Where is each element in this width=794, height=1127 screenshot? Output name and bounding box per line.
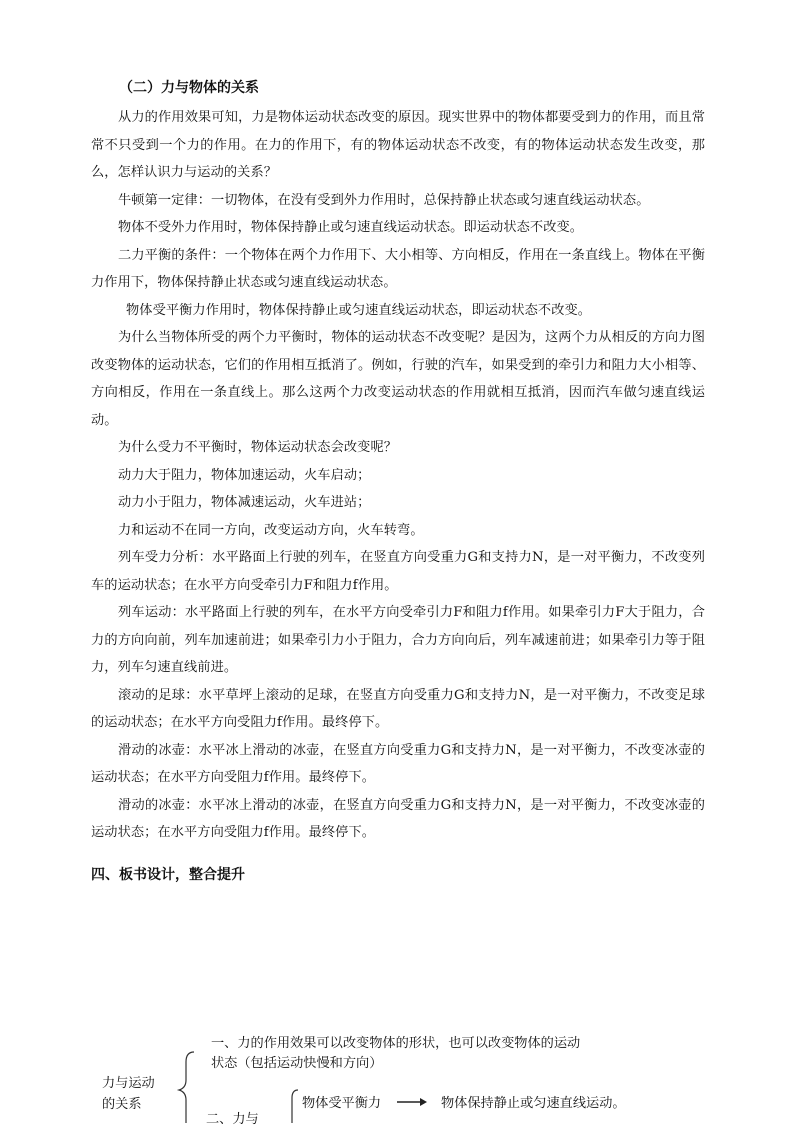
paragraph: 物体不受外力作用时，物体保持静止或匀速直线运动状态。即运动状态不改变。 bbox=[118, 220, 584, 235]
paragraph: 列车运动：水平路面上行驶的列车，在水平方向受牵引力F和阻力f作用。如果牵引力F大于阻力，合力的方向向前，列车加速前进；如果牵引力小于阻力，合力方向向后，列车减速前进；如果牵引力等于阻力，列车匀速直线前进。 bbox=[91, 605, 705, 675]
board-sub1-right: 物体保持静止或匀速直线运动。 bbox=[441, 1096, 626, 1111]
board-item1-line1: 一、力的作用效果可以改变物体的形状，也可以改变物体的运动 bbox=[211, 1036, 581, 1051]
board-sub1-left: 物体受平衡力 bbox=[302, 1096, 382, 1111]
sub-brace-icon bbox=[286, 1088, 300, 1123]
section-heading: （二）力与物体的关系 bbox=[119, 80, 259, 96]
board-item1-line2: 状态（包括运动快慢和方向） bbox=[211, 1056, 383, 1071]
section-title: 四、板书设计，整合提升 bbox=[91, 867, 245, 883]
paragraph: 二力平衡的条件：一个物体在两个力作用下、大小相等、方向相反，作用在一条直线上。物体在平衡力作用下，物体保持静止状态或匀速直线运动状态。 bbox=[91, 247, 705, 290]
board-item2: 二、力与 bbox=[206, 1112, 259, 1127]
paragraph: 动力大于阻力，物体加速运动，火车启动； bbox=[118, 467, 371, 483]
body-content bbox=[91, 78, 705, 847]
paragraph: 物体受平衡力作用时，物体保持静止或匀速直线运动状态，即运动状态不改变。 bbox=[126, 302, 592, 318]
paragraph: 为什么当物体所受的两个力平衡时，物体的运动状态不改变呢？是因为，这两个力从相反的方向力图改变物体的运动状态，它们的作用相互抵消了。例如，行驶的汽车，如果受到的牵引力和阻力大小相等、方向相反，作用在一条直线上。那么这两个力改变运动状态的作用就相互抵消，因而汽车做匀速直线运动。 bbox=[91, 330, 705, 428]
paragraph: 滑动的冰壶：水平冰上滑动的冰壶，在竖直方向受重力G和支持力N，是一对平衡力，不改变冰壶的运动状态；在水平方向受阻力f作用。最终停下。 bbox=[91, 742, 705, 785]
board-root-line1: 力与运动 bbox=[102, 1076, 155, 1091]
arrow-right-icon bbox=[396, 1096, 428, 1108]
left-brace-icon bbox=[176, 1050, 198, 1123]
paragraph: 列车受力分析：水平路面上行驶的列车，在竖直方向受重力G和支持力N，是一对平衡力，不改变列车的运动状态；在水平方向受牵引力F和阻力f作用。 bbox=[91, 550, 705, 593]
paragraph: 动力小于阻力，物体减速运动，火车进站； bbox=[118, 495, 371, 510]
paragraph: 滚动的足球：水平草坪上滚动的足球，在竖直方向受重力G和支持力N，是一对平衡力，不改变足球的运动状态；在水平方向受阻力f作用。最终停下。 bbox=[91, 687, 705, 730]
board-root-line2: 的关系 bbox=[102, 1097, 142, 1112]
board-design-diagram bbox=[0, 1020, 794, 1127]
paragraph: 滑动的冰壶：水平冰上滑动的冰壶，在竖直方向受重力G和支持力N，是一对平衡力，不改变冰壶的运动状态；在水平方向受阻力f作用。最终停下。 bbox=[91, 797, 705, 840]
paragraph: 从力的作用效果可知，力是物体运动状态改变的原因。现实世界中的物体都要受到力的作用，而且常常不只受到一个力的作用。在力的作用下，有的物体运动状态不改变，有的物体运动状态发生改变，那么，怎样认识力与运动的关系？ bbox=[91, 110, 705, 180]
paragraph: 力和运动不在同一方向，改变运动方向，火车转弯。 bbox=[118, 522, 424, 538]
paragraph: 牛顿第一定律：一切物体，在没有受到外力作用时，总保持静止状态或匀速直线运动状态。 bbox=[118, 192, 650, 208]
paragraph: 为什么受力不平衡时，物体运动状态会改变呢？ bbox=[118, 440, 398, 455]
